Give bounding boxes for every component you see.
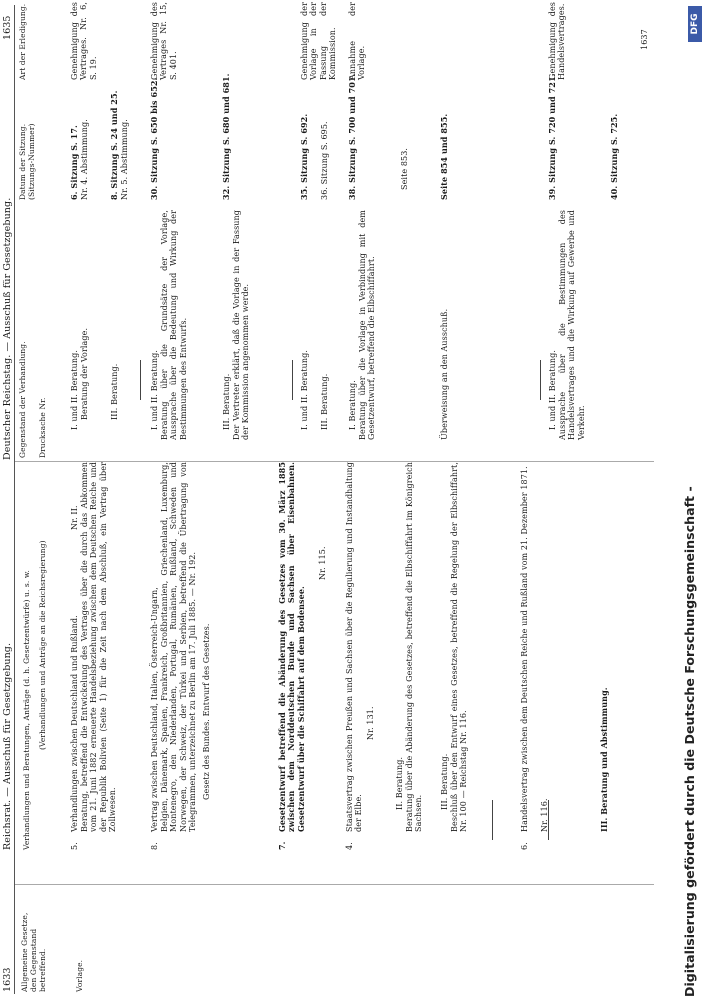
right-entry-left-6: III. Beratung. [320,373,329,430]
right-entry-left-3: I. und II. Beratung. [150,349,159,430]
right-entry-text-9: Aussprache über die Bestimmungen des Handelsvertrages und die Wirkung auf Gewerbe und Verkehr. [558,210,586,440]
right-entry-date-1: 6. Sitzung S. 17. [69,125,79,200]
right-entry-date-10: 40. Sitzung S. 725. [609,113,619,200]
right-entry-date-3: 30. Sitzung S. 650 bis 652. [149,77,159,200]
separator-dash [292,360,293,400]
dfg-funding-notice [676,486,704,997]
right-entry-left-1: I. und II. Beratung. [70,349,79,430]
left-col-header-1: Allgemeine Gesetze, den Gegenstand betreffend. [20,912,47,992]
left-entry-head-5: II. Beratung. [395,756,404,810]
left-col-header-3: (Verhandlungen und Anträge an die Reichsregierung) [38,540,47,750]
right-entry-date-9: 39. Sitzung S. 720 und 721. [547,73,557,200]
right-entry-left-9: I. und II. Beratung. [548,349,557,430]
dfg-logo-text: DFG [690,13,700,35]
right-entry-left-7: I. Beratung. [348,380,357,430]
left-entry-num-3: 7. [277,841,287,850]
right-page-header: Deutscher Reichstag. — Ausschuß für Gesetzgebung. [2,197,13,460]
right-entry-left-5: I. und II. Beratung. [300,349,309,430]
right-entry-text-7: Beratung über die Vorlage in Verbindung mit dem Gesetzentwurf, betreffend die Elbschiffahrt. [358,210,377,440]
page-gutter [14,461,654,462]
left-entry-ref-7: Nr. 116. [540,798,549,832]
left-entry-ref-3: Nr. 115. [318,546,327,580]
right-entry-date-7: 38. Sitzung S. 700 und 701. [347,73,357,200]
right-entry-date-5: 35. Sitzung S. 692. [299,113,309,200]
left-entry-num-1: 5. [70,842,79,850]
left-entry-ref-1: Nr. II. [70,505,79,530]
right-entry-date2-1: Nr. 4. Abstimmung. [80,119,89,200]
left-entry-num-7: 6. [520,842,529,850]
left-header-rule [14,454,15,994]
left-entry-ref-4: Nr. 131. [366,706,375,740]
separator-dash [492,800,493,840]
left-entry-head-3: Gesetzentwurf betreffend die Abänderung des Gesetzes vom 30. März 1885 zwischen dem Norddeutschen Bunde und Sachsen über Eisenbahnen. Gesetzentwurf über die Schiffahrt auf dem Bodensee. [277,462,306,832]
right-side-number: 1637 [640,29,649,50]
right-col-header-1: Gegenstand der Verhandlung. [18,341,27,458]
right-row-label: Drucksache Nr. [38,397,47,458]
left-entry-text-6: Beschluß über den Entwurf eines Gesetzes, betreffend die Regelung der Elbschiffahrt, Nr. 100 — Reichstag Nr. 116. [450,462,469,832]
right-header-rule [14,5,15,460]
left-entry-note-7: III. Beratung und Abstimmung. [599,687,609,832]
left-entry-head-2: Vertrag zwischen Deutschland, Italien, Österreich-Ungarn, [150,587,159,832]
left-page-header: Reichsrat. — Ausschuß für Gesetzgebung. [2,642,13,850]
left-entry-note-2: Gesetz des Bundes. Entwurf des Gesetzes. [202,623,211,800]
right-entry-result-7: Annahme der Vorlage. [348,2,367,80]
right-entry-date-4: 32. Sitzung S. 680 und 681. [221,73,231,200]
left-entry-head-7: Handelsvertrag zwischen dem Deutschen Reiche und Rußland vom 21. Dezember 1871. [520,466,529,832]
right-page-number: 1635 [2,15,13,40]
left-row-label: Vorlage. [75,959,84,992]
right-entry-text-3: Beratung über die Grundsätze der Vorlage, Aussprache über die Bedeutung und Wirkung der Bestimmungen des Entwurfs. [160,210,188,440]
right-entry-left-2: III. Beratung. [110,363,119,420]
right-entry-date2-2: Nr. 5. Abstimmung. [120,119,129,200]
right-entry-left-8: Überweisung an den Ausschuß. [440,308,449,440]
right-entry-date-8: Seite 854 und 855. [439,113,449,200]
left-column-divider [14,884,654,885]
left-entry-head-4: Staatsvertrag zwischen Preußen und Sachsen über die Regulierung und Instandhaltung der Elbe. [345,462,364,832]
dfg-funding-text: Digitalisierung gefördert durch die Deutsche Forschungsgemeinschaft - [682,486,697,997]
right-entry-text-4: Der Vertreter erklärt, daß die Vorlage in der Fassung der Kommission angenommen werde. [232,210,251,440]
right-entry-result-3: Genehmigung des Vertrages Nr. 15, S. 401. [150,2,178,80]
left-entry-num-2: 8. [150,842,159,850]
left-entry-head-6: III. Beratung. [440,753,449,810]
left-entry-num-4: 4. [345,842,354,850]
left-entry-text-2: Belgien, Dänemark, Spanien, Frankreich, Großbritannien, Griechenland, Luxemburg, Montenegro, den Niederlanden, Portugal, Rumänien, Rußland, Schweden und Norwegen, der Schweiz, der Türkei und Serbien, betreffend die Übertragung von Telegrammen, unterzeichnet zu Berlin am 17. Juli 1885. — Nr. 192. [160,462,198,832]
dfg-logo [688,6,702,42]
right-entry-sub-1: Beratung der Vorlage. [80,327,89,420]
right-col-header-2: Datum der Sitzung. (Sitzungs-Nummer) [18,123,36,200]
left-page-number: 1633 [2,967,13,992]
separator-dash [540,360,541,400]
left-col-header-2: Verhandlungen und Beratungen, Anträge (d. h. Gesetzentwürfe) u. s. w. [22,570,31,850]
right-col-header-3: Art der Erledigung. [18,3,27,80]
left-entry-text-5: Beratung über die Abänderung des Gesetzes, betreffend die Elbschiffahrt im Königreich Sachsen. [405,462,424,832]
right-entry-date-6: 36. Sitzung S. 695. [320,121,329,200]
left-entry-text-1: Beratung, betreffend die Entwickelung des Vertrages über die durch das Abkommen vom 21. Juni 1882 erneuerte Handelsbeziehung zwischen dem Deutschen Reiche und der Republik Bolivien (Seite 1) für die Zeit nach dem Abschluß, ein Vertrag über Zollwesen. [80,462,118,832]
right-entry-result-1: Genehmigung des Vertrages. Nr. 6, S. 19. [70,2,98,80]
right-entry-extra-7: Seite 853. [400,147,409,190]
left-entry-head-1: Verhandlungen zwischen Deutschland und Rußland. [70,615,79,832]
right-entry-date-2: 8. Sitzung S. 24 und 25. [109,90,119,200]
right-entry-result-5: Genehmigung der Vorlage in der Fassung der Kommission. [300,2,338,80]
right-entry-result-9: Genehmigung des Handelsvertrages. [548,2,567,80]
separator-dash [548,800,549,840]
right-entry-left-4: III. Beratung. [222,373,231,430]
separator-dash [140,360,141,400]
